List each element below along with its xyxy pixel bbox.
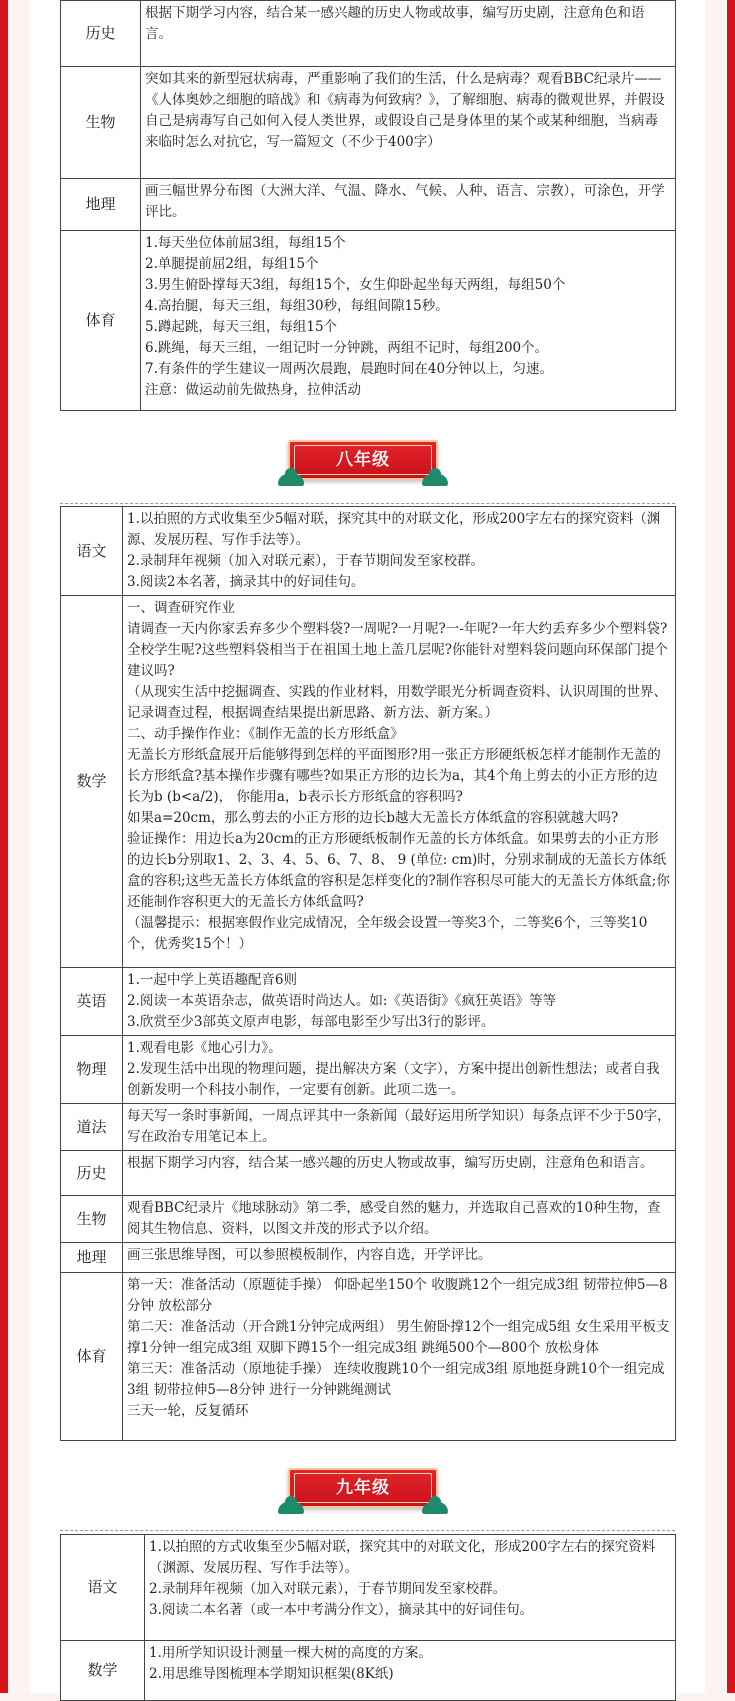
table-row — [61, 1641, 676, 1701]
grade9-banner — [288, 1468, 438, 1508]
table-row — [61, 1273, 676, 1441]
content-cell: 一、调查研究作业 请调查一天内你家丢弃多少个塑料袋?一周呢?一月呢?一-年呢?一年大约丢弃多少个塑料袋?全校学生呢?这些塑料袋相当于在祖国土地上盖几层呢?你能针对塑料袋问题向环保部门提个建议吗? （从现实生活中挖掘调查、实践的作业材料，用数学眼光分析调查资料、认识周围的世界、记录调查过程，根据调查结果提出新思路、新方法、新方案。） 二、动手操作作业：《制作无盖的长方形纸盒》 无盖长方形纸盒展开后能够得到怎样的平面图形?用一张正方形硬纸板怎样才能制作无盖的长方形纸盒?基本操作步骤有哪些?如果正方形的边长为a，其4个角上剪去的小正方形的边长为b (b<a/2)， 你能用a，b表示长方形纸盒的容积吗? 如果a=20cm，那么剪去的小正方形的边长b越大无盖长方体纸盒的容积就越大吗? 验证操作：用边长a为20cm的正方形硬纸板制作无盖的长方体纸盒。如果剪去的小正方形的边长b分别取1、2、3、4、5、6、7、8、 9 (单位: cm)时，分别求制成的无盖长方体纸盒的容积;这些无盖长方体纸盒的容积是怎样变化的?制作容积尽可能大的无盖长方体纸盒;你还能制作容积更大的无盖长方体纸盒吗? （温馨提示：根据寒假作业完成情况，全年级会设置一等奖3个，二等奖6个，三等奖10个，优秀奖15个！） — [123, 596, 676, 968]
table-row — [61, 596, 676, 968]
table-row — [61, 1036, 676, 1104]
table-row — [61, 1151, 676, 1196]
grade8-banner — [288, 440, 438, 480]
subject-cell: 数学 — [61, 1641, 145, 1701]
table-row — [61, 179, 676, 231]
cloud-ornament-icon — [422, 474, 448, 486]
table-row — [61, 1104, 676, 1151]
content-cell: 画三幅世界分布图（大洲大洋、气温、降水、气候、人种、语言、宗教），可涂色，开学评比。 — [141, 179, 676, 231]
content-cell: 画三张思维导图，可以参照模板制作，内容自选，开学评比。 — [123, 1243, 676, 1273]
table-top-edge — [60, 503, 675, 505]
content-cell: 1.每天坐位体前屈3组，每组15个 2.单腿提前屈2组，每组15个 3.男生俯卧撑每天3组，每组15个，女生仰卧起坐每天两组，每组50个 4.高抬腿，每天三组，每组30秒，每组间隙15秒。 5.蹲起跳，每天三组，每组15个 6.跳绳，每天三组，一组记时一分钟跳，两组不记时，每组200个。 7.有条件的学生建议一周两次晨跑，晨跑时间在40分钟以上，匀速。 注意：做运动前先做热身，拉伸活动 — [141, 231, 676, 411]
subject-cell: 地理 — [61, 1243, 123, 1273]
subject-cell: 英语 — [61, 968, 123, 1036]
subject-cell: 历史 — [61, 1, 141, 67]
content-cell: 1.用所学知识设计测量一棵大树的高度的方案。 2.用思维导图梳理本学期知识框架(8K纸) — [145, 1641, 676, 1701]
content-cell: 观看BBC纪录片《地球脉动》第二季，感受自然的魅力，并选取自己喜欢的10种生物，查阅其生物信息、资料，以图文并茂的形式予以介绍。 — [123, 1196, 676, 1243]
subject-cell: 语文 — [61, 1535, 145, 1641]
content-cell: 第一天：准备活动（原题徒手操） 仰卧起坐150个 收腹跳12个一组完成3组 韧带拉伸5—8分钟 放松部分 第二天：准备活动（开合跳1分钟完成两组） 男生俯卧撑12个一组完成5组 女生采用平板支撑1分钟一组完成3组 双脚下蹲15个一组完成3组 跳绳500个—800个 放松身体 第三天：准备活动（原地徒手操） 连续收腹跳10个一组完成3组 原地挺身跳10个一组完成3组 韧带拉伸5—8分钟 进行一分钟跳绳测试 三天一轮，反复循环 — [123, 1273, 676, 1441]
table-row — [61, 507, 676, 596]
table-row — [61, 1, 676, 67]
subject-cell: 道法 — [61, 1104, 123, 1151]
grade8-title: 八年级 — [336, 450, 390, 470]
grade8-schedule-table — [60, 506, 676, 1441]
content-cell: 1.一起中学上英语趣配音6则 2.阅读一本英语杂志，做英语时尚达人。如:《英语街》《疯狂英语》等等 3.欣赏至少3部英文原声电影，每部电影至少写出3行的影评。 — [123, 968, 676, 1036]
subject-cell: 数学 — [61, 596, 123, 968]
subject-cell: 物理 — [61, 1036, 123, 1104]
table-row — [61, 968, 676, 1036]
table-row — [61, 231, 676, 411]
content-cell: 根据下期学习内容，结合某一感兴趣的历史人物或故事，编写历史剧，注意角色和语言。 — [141, 1, 676, 67]
table-row — [61, 1535, 676, 1641]
subject-cell: 生物 — [61, 1196, 123, 1243]
subject-cell: 体育 — [61, 231, 141, 411]
grade9-title: 九年级 — [336, 1478, 390, 1498]
cloud-ornament-icon — [278, 1502, 304, 1514]
table-row — [61, 1243, 676, 1273]
grade9-schedule-table — [60, 1534, 676, 1701]
grade7-schedule-table — [60, 0, 676, 411]
cloud-ornament-icon — [422, 1502, 448, 1514]
table-row — [61, 67, 676, 179]
content-cell: 1.以拍照的方式收集至少5幅对联，探究其中的对联文化，形成200字左右的探究资料（渊源、发展历程、写作手法等）。 2.录制拜年视频（加入对联元素），于春节期间发至家校群。 3.阅读二本名著（或一本中考满分作文），摘录其中的好词佳句。 — [145, 1535, 676, 1641]
content-cell: 1.以拍照的方式收集至少5幅对联，探究其中的对联文化，形成200字左右的探究资料（渊源、发展历程、写作手法等）。 2.录制拜年视频（加入对联元素），于春节期间发至家校群。 3.阅读2本名著，摘录其中的好词佳句。 — [123, 507, 676, 596]
content-cell: 每天写一条时事新闻，一周点评其中一条新闻（最好运用所学知识）每条点评不少于50字，写在政治专用笔记本上。 — [123, 1104, 676, 1151]
content-cell: 根据下期学习内容，结合某一感兴趣的历史人物或故事，编写历史剧，注意角色和语言。 — [123, 1151, 676, 1196]
content-cell: 1.观看电影《地心引力》。 2.发现生活中出现的物理问题，提出解决方案（文字），方案中提出创新性想法；或者自我创新发明一个科技小制作，一定要有创新。此项二选一。 — [123, 1036, 676, 1104]
subject-cell: 历史 — [61, 1151, 123, 1196]
subject-cell: 语文 — [61, 507, 123, 596]
subject-cell: 地理 — [61, 179, 141, 231]
content-cell: 突如其来的新型冠状病毒，严重影响了我们的生活，什么是病毒？观看BBC纪录片——《人体奥妙之细胞的暗战》和《病毒为何致病？》，了解细胞、病毒的微观世界，并假设自己是病毒写自己如何入侵人类世界，或假设自己是身体里的某个或某种细胞，当病毒来临时怎么对抗它，写一篇短文（不少于400字） — [141, 67, 676, 179]
subject-cell: 体育 — [61, 1273, 123, 1441]
cloud-ornament-icon — [278, 474, 304, 486]
table-top-edge — [60, 1530, 675, 1532]
table-row — [61, 1196, 676, 1243]
subject-cell: 生物 — [61, 67, 141, 179]
